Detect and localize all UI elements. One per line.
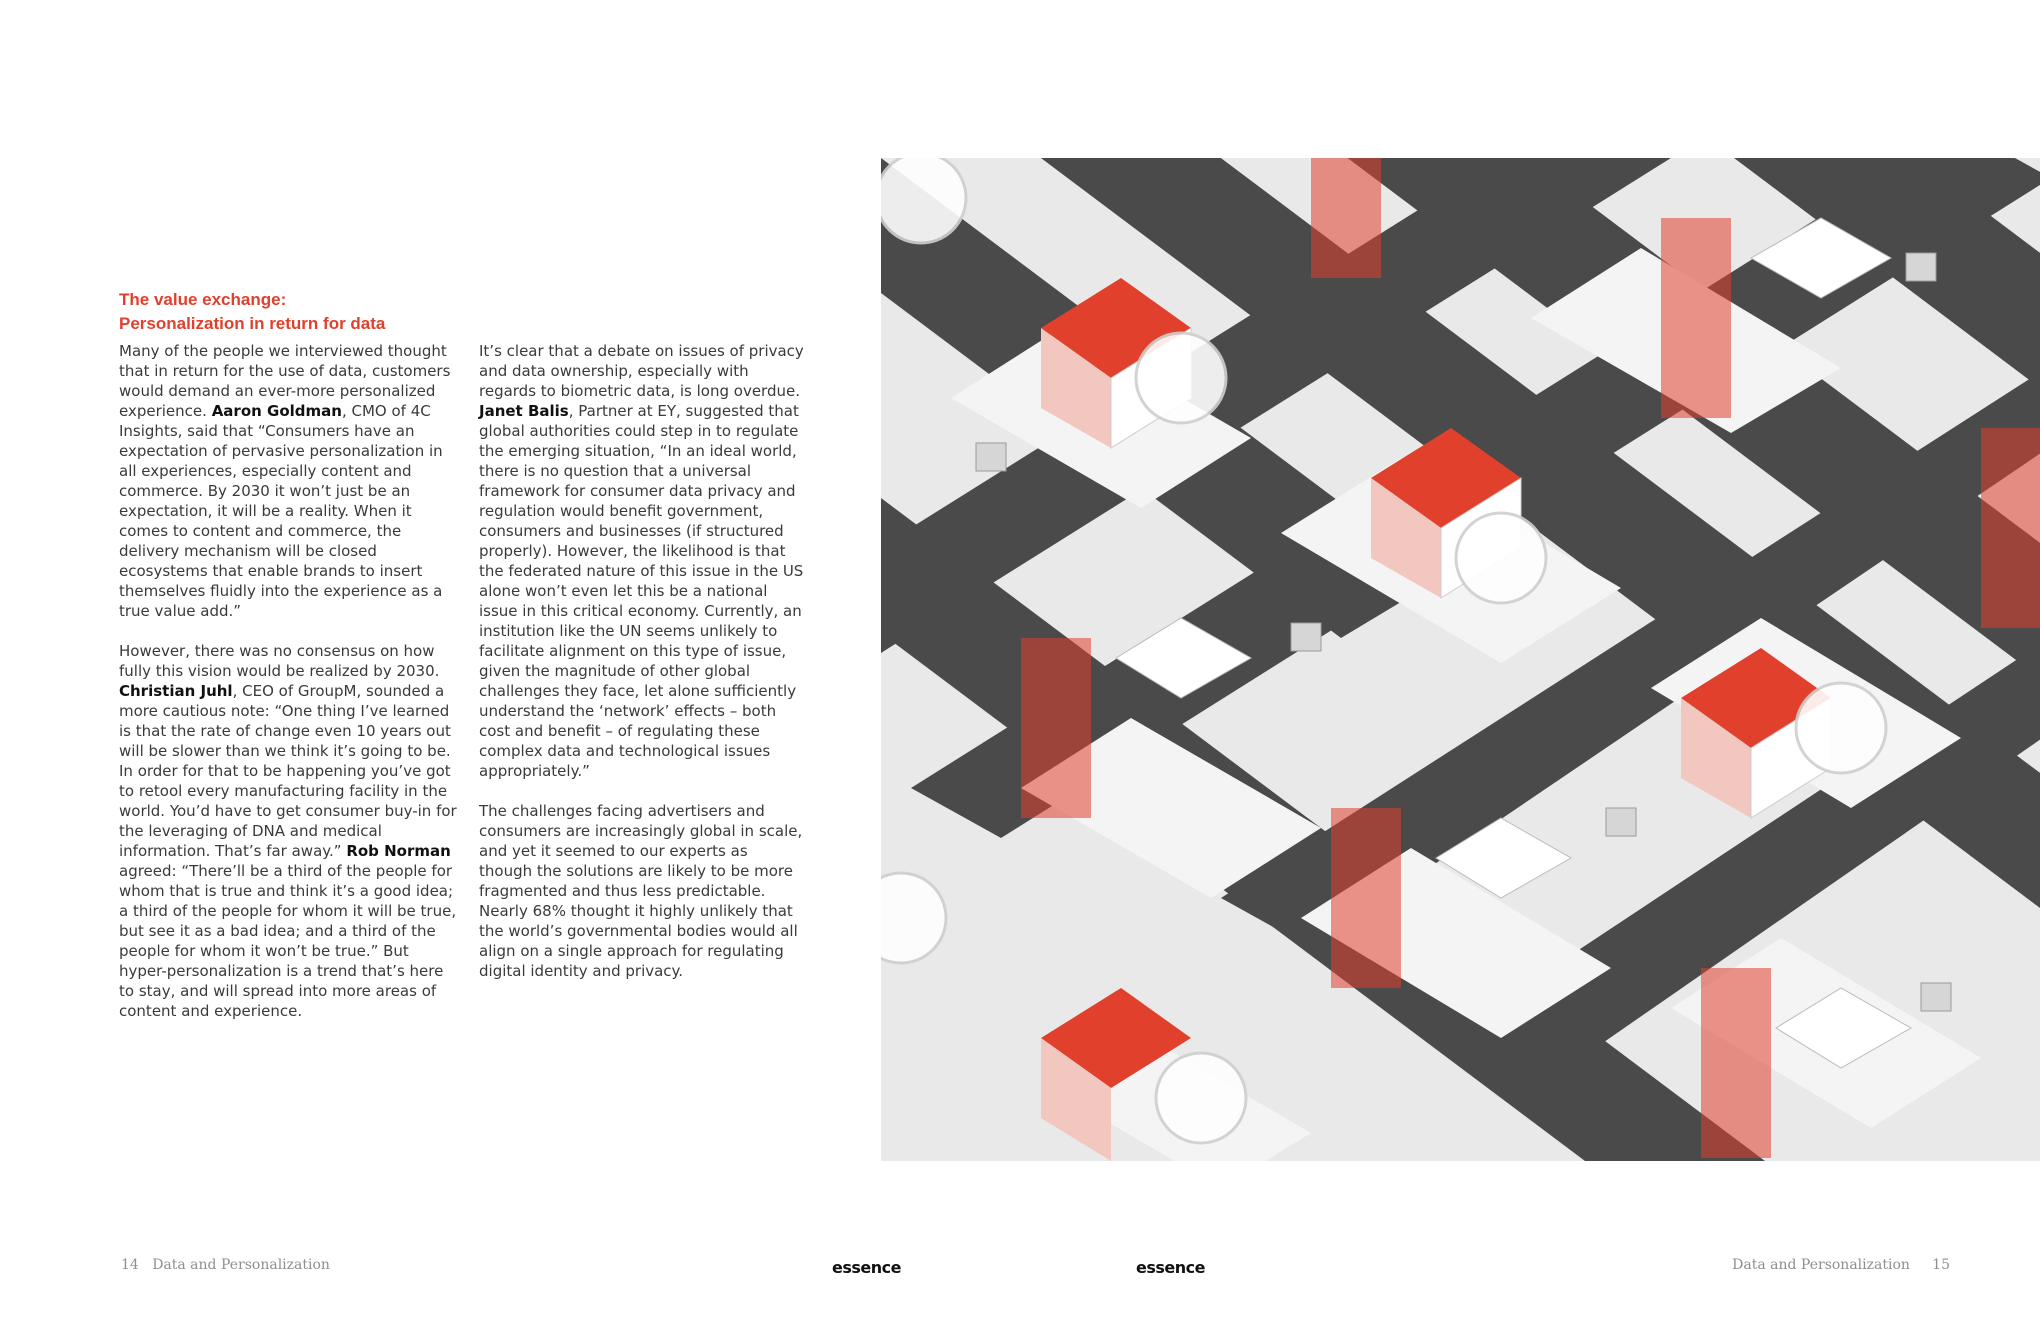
- text-column-1: [119, 341, 459, 1021]
- paragraph: The challenges facing advertisers and consumers are increasingly global in scale, and yet it seemed to our experts as though the solutions are likely to be more fragmented and thus less predictable. Nearly 68% thought it highly unlikely that the world’s governmental bodies would all align on a single approach for regulating digital identity and privacy.: [479, 802, 803, 980]
- essence-logo: essence: [1136, 1258, 1205, 1277]
- running-title: Data and Personalization: [152, 1257, 330, 1273]
- text-run: , Partner at EY, suggested that global authorities could step in to regulate the emerging situation, “In an ideal world, there is no question that a universal framework for consumer data privacy and regulation would benefit government, consumers and businesses (if structured properly). However, the likelihood is that the federated nature of this issue in the US alone won’t even let this be a national issue in this critical economy. Currently, an institution like the UN seems unlikely to facilitate alignment on this type of issue, given the magnitude of other global challenges they face, let alone sufficiently understand the ‘network’ effects – both cost and benefit – of regulating these complex data and technological issues appropriately.”: [479, 402, 804, 780]
- paragraph: [119, 641, 459, 1021]
- isometric-town-illustration: [881, 158, 2040, 1161]
- page-number: 15: [1932, 1257, 1950, 1273]
- folio-left: [121, 1257, 330, 1273]
- person-name: Aaron Goldman: [211, 402, 342, 420]
- person-name: Janet Balis: [479, 402, 569, 420]
- text-run: Many of the people we interviewed thought that in return for the use of data, customers would demand an ever-more personalized experience.: [119, 342, 451, 420]
- page-number: 14: [121, 1257, 139, 1273]
- illustration-svg: [881, 158, 2040, 1161]
- folio-right: [1732, 1257, 1950, 1273]
- section-heading-line-2: Personalization in return for data: [119, 314, 386, 333]
- text-column-2: [479, 341, 804, 981]
- person-name: Rob Norman: [346, 842, 451, 860]
- person-name: Christian Juhl: [119, 682, 233, 700]
- text-run: However, there was no consensus on how fully this vision would be realized by 2030.: [119, 642, 440, 680]
- paragraph: [119, 341, 459, 621]
- section-heading-line-1: The value exchange:: [119, 290, 287, 309]
- text-run: agreed: “There’ll be a third of the people for whom that is true and think it’s a good idea; a third of the people for whom it will be true, but see it as a bad idea; and a third of the people for whom it won’t be true.” But hyper-personalization is a trend that’s here to stay, and will spread into more areas of content and experience.: [119, 862, 457, 1020]
- section-heading: [119, 288, 499, 336]
- text-run: , CEO of GroupM, sounded a more cautious note: “One thing I’ve learned is that the rate of change even 10 years out will be slower than we think it’s going to be. In order for that to be happening you’ve got to retool every manufacturing facility in the world. You’d have to get consumer buy-in for the leveraging of DNA and medical information. That’s far away.”: [119, 682, 457, 860]
- running-title: Data and Personalization: [1732, 1257, 1910, 1273]
- paragraph: [479, 341, 804, 781]
- text-run: , CMO of 4C Insights, said that “Consumers have an expectation of pervasive personalization in all experiences, especially content and commerce. By 2030 it won’t just be an expectation, it will be a reality. When it comes to content and commerce, the delivery mechanism will be closed ecosystems that enable brands to insert themselves fluidly into the experience as a true value add.”: [119, 402, 443, 620]
- essence-logo: essence: [832, 1258, 901, 1277]
- text-run: It’s clear that a debate on issues of privacy and data ownership, especially with regards to biometric data, is long overdue.: [479, 342, 804, 400]
